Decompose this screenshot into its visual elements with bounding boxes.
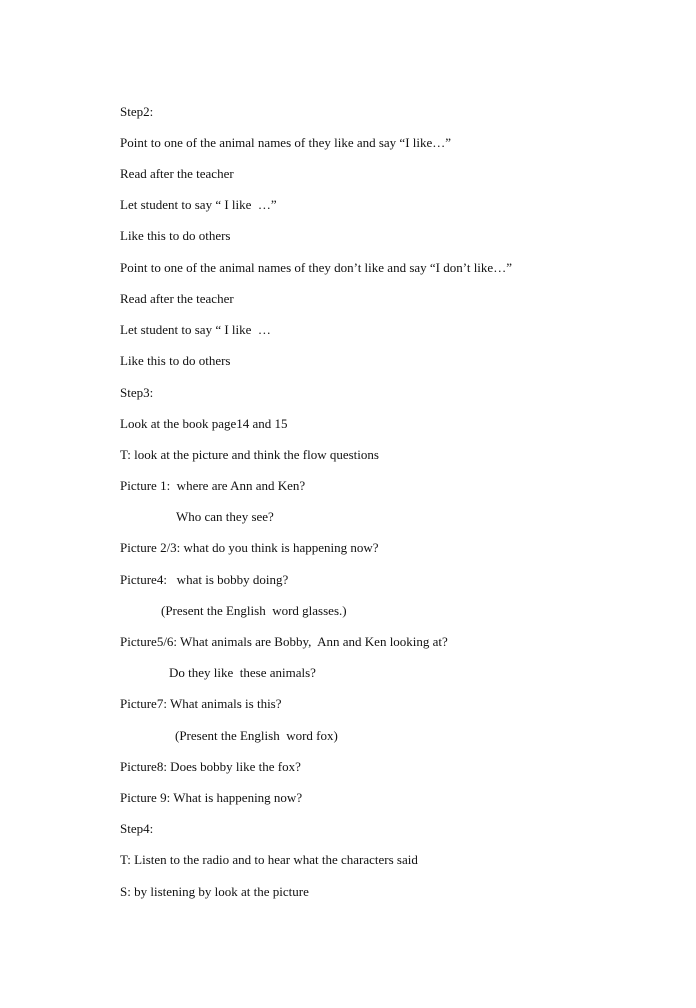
question-line: Picture4: what is bobby doing?: [120, 572, 289, 587]
question-line: Picture 2/3: what do you think is happening now?: [120, 540, 379, 555]
instruction-line: Read after the teacher: [120, 166, 234, 181]
instruction-line: Read after the teacher: [120, 291, 234, 306]
instruction-line: Let student to say “ I like …”: [120, 197, 277, 212]
instruction-line: Let student to say “ I like …: [120, 322, 271, 337]
question-line: Picture8: Does bobby like the fox?: [120, 759, 301, 774]
question-line: Picture7: What animals is this?: [120, 696, 282, 711]
instruction-line: Point to one of the animal names of they don’t like and say “I don’t like…”: [120, 260, 512, 275]
question-line: Picture 9: What is happening now?: [120, 790, 303, 805]
instruction-line: Like this to do others: [120, 228, 231, 243]
step2-heading: Step2:: [120, 104, 154, 119]
question-line: Picture5/6: What animals are Bobby, Ann and Ken looking at?: [120, 634, 448, 649]
question-subline: Do they like these animals?: [169, 665, 316, 680]
instruction-line: S: by listening by look at the picture: [120, 884, 309, 899]
step4-heading: Step4:: [120, 821, 154, 836]
instruction-line: T: look at the picture and think the flow questions: [120, 447, 379, 462]
instruction-line: T: Listen to the radio and to hear what the characters said: [120, 852, 418, 867]
step3-heading: Step3:: [120, 385, 154, 400]
question-subline: (Present the English word fox): [175, 728, 338, 743]
question-line: Picture 1: where are Ann and Ken?: [120, 478, 306, 493]
question-subline: Who can they see?: [176, 509, 274, 524]
instruction-line: Look at the book page14 and 15: [120, 416, 288, 431]
instruction-line: Like this to do others: [120, 353, 231, 368]
instruction-line: Point to one of the animal names of they like and say “I like…”: [120, 135, 452, 150]
question-subline: (Present the English word glasses.): [161, 603, 347, 618]
